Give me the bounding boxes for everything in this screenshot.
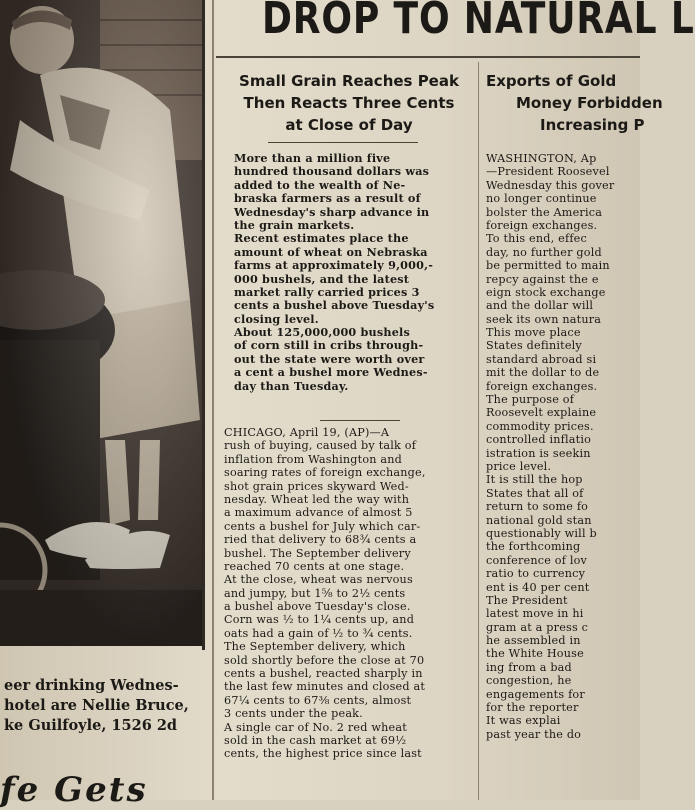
text-line: past year the do [486, 727, 582, 741]
photo-caption [4, 676, 202, 736]
text-line: gram at a press c [486, 620, 589, 634]
text-line: day than Tuesday. [234, 378, 349, 393]
text-line: sold in the cash market at 69½ [224, 733, 407, 747]
text-line: soaring rates of foreign exchange, [224, 466, 426, 480]
text-line: nesday. Wheat led the way with [224, 492, 410, 506]
text-line: This move place [486, 326, 581, 340]
text-line: farms at approximately 9,000,- [234, 258, 434, 273]
text-line: Wednesday this gover [486, 178, 615, 192]
caption-line: hotel are Nellie Bruce, [4, 697, 189, 714]
text-line: out the state were worth over [234, 351, 425, 366]
text-line: cents a bushel for July which car- [224, 519, 421, 533]
deck-line: Then Reacts Three Cents [243, 94, 455, 112]
text-line: braska farmers as a result of [234, 191, 421, 206]
text-line: More than a million five [234, 151, 391, 165]
headline-rule [216, 56, 640, 58]
text-line: The September delivery, which [224, 640, 406, 654]
text-line: Roosevelt explaine [486, 406, 597, 420]
text-line: reached 70 cents at one stage. [224, 559, 405, 573]
caption-line: eer drinking Wednes- [4, 677, 179, 694]
text-line: national gold stan [486, 513, 592, 527]
deck-line: at Close of Day [285, 116, 413, 134]
text-line: the grain markets. [234, 217, 355, 232]
text-line: The purpose of [486, 393, 575, 407]
text-line: CHICAGO, April 19, (AP)—A [224, 426, 390, 439]
text-line: eign stock exchange [486, 285, 606, 299]
text-line: At the close, wheat was nervous [224, 573, 413, 587]
text-line: for the reporter [486, 701, 579, 715]
text-line: —President Roosevel [486, 165, 610, 179]
column-divider [212, 0, 214, 800]
text-line: shot grain prices skyward Wed- [224, 479, 409, 493]
text-line: engagements for [486, 687, 585, 701]
text-line: The President [486, 593, 568, 607]
deck-line: Money Forbidden [516, 94, 663, 112]
text-line: cents a bushel, reacted sharply in [224, 667, 423, 681]
lead-paragraphs [234, 152, 474, 393]
text-line: questionably will b [486, 526, 597, 540]
washington-article [486, 152, 640, 741]
text-line: the last few minutes and closed at [224, 680, 426, 694]
text-line: rush of buying, caused by talk of [224, 439, 417, 453]
text-line: ratio to currency [486, 567, 586, 581]
news-photo [0, 0, 202, 646]
text-line: mit the dollar to de [486, 366, 600, 380]
text-line: price level. [486, 459, 552, 473]
text-line: istration is seekin [486, 446, 591, 460]
text-line: conference of lov [486, 553, 588, 567]
text-line: WASHINGTON, Ap [486, 152, 597, 165]
text-line: Corn was ½ to 1¼ cents up, and [224, 613, 415, 627]
text-line: no longer continue [486, 192, 597, 206]
text-line: congestion, he [486, 674, 572, 688]
deck-line: Small Grain Reaches Peak [239, 72, 459, 90]
text-line: Recent estimates place the [234, 231, 409, 246]
text-line: the White House [486, 647, 584, 661]
text-line: bolster the America [486, 205, 603, 219]
text-line: closing level. [234, 311, 319, 326]
text-line: and jumpy, but 1⅝ to 2½ cents [224, 586, 406, 600]
text-line: standard abroad si [486, 352, 597, 366]
photo-border [202, 0, 205, 650]
column-divider [478, 62, 479, 800]
text-line: a maximum advance of almost 5 [224, 506, 413, 520]
text-line: foreign exchanges. [486, 379, 598, 393]
deck-right [480, 70, 686, 136]
banner-headline: DROP TO NATURAL L [262, 0, 695, 44]
text-line: market rally carried prices 3 [234, 284, 420, 299]
text-line: a bushel above Tuesday's close. [224, 600, 411, 614]
text-line: the forthcoming [486, 540, 581, 554]
text-line: a cent a bushel more Wednes- [234, 365, 428, 380]
deck-left [222, 70, 476, 136]
text-line: he assembled in [486, 634, 581, 648]
caption-line: ke Guilfoyle, 1526 2d [4, 717, 178, 734]
text-line: ried that delivery to 68¾ cents a [224, 533, 417, 547]
text-line: To this end, effec [486, 232, 587, 246]
text-line: 3 cents under the peak. [224, 707, 363, 721]
deck-line: Exports of Gold [486, 72, 617, 90]
text-line: Wednesday's sharp advance in [234, 204, 430, 219]
text-line: About 125,000,000 bushels [234, 325, 410, 340]
text-line: added to the wealth of Ne- [234, 177, 406, 192]
text-line: cents, the highest price since last [224, 747, 422, 761]
text-line: ent is 40 per cent [486, 580, 590, 594]
text-line: of corn still in cribs through- [234, 338, 424, 353]
text-line: 67¼ cents to 67⅜ cents, almost [224, 693, 412, 707]
partial-headline: fe Gets [0, 770, 148, 810]
chicago-article [224, 426, 474, 761]
text-line: repcy against the e [486, 272, 599, 286]
text-line: It is still the hop [486, 473, 583, 487]
text-line: commodity prices. [486, 419, 594, 433]
text-line: States definitely [486, 339, 582, 353]
text-line: latest move in hi [486, 607, 584, 621]
text-line: bushel. The September delivery [224, 546, 411, 560]
text-line: oats had a gain of ½ to ¾ cents. [224, 626, 413, 640]
photo-shading [0, 0, 202, 646]
text-line: inflation from Washington and [224, 452, 403, 466]
text-line: day, no further gold [486, 245, 602, 259]
text-line: 000 bushels, and the latest [234, 271, 410, 286]
text-line: cents a bushel above Tuesday's [234, 298, 435, 313]
text-line: States that all of [486, 486, 584, 500]
text-line: be permitted to main [486, 259, 610, 273]
deck-rule [268, 142, 418, 143]
text-line: seek its own natura [486, 312, 602, 326]
text-line: and the dollar will [486, 299, 594, 313]
text-line: hundred thousand dollars was [234, 164, 430, 179]
text-line: return to some fo [486, 500, 589, 514]
text-line: foreign exchanges. [486, 218, 598, 232]
text-line: ing from a bad [486, 660, 572, 674]
text-line: sold shortly before the close at 70 [224, 653, 425, 667]
deck-line: Increasing P [540, 116, 645, 134]
text-line: A single car of No. 2 red wheat [224, 720, 407, 734]
text-line: controlled inflatio [486, 433, 592, 447]
text-line: amount of wheat on Nebraska [234, 244, 428, 259]
text-line: It was explai [486, 714, 561, 728]
section-rule [320, 420, 400, 421]
